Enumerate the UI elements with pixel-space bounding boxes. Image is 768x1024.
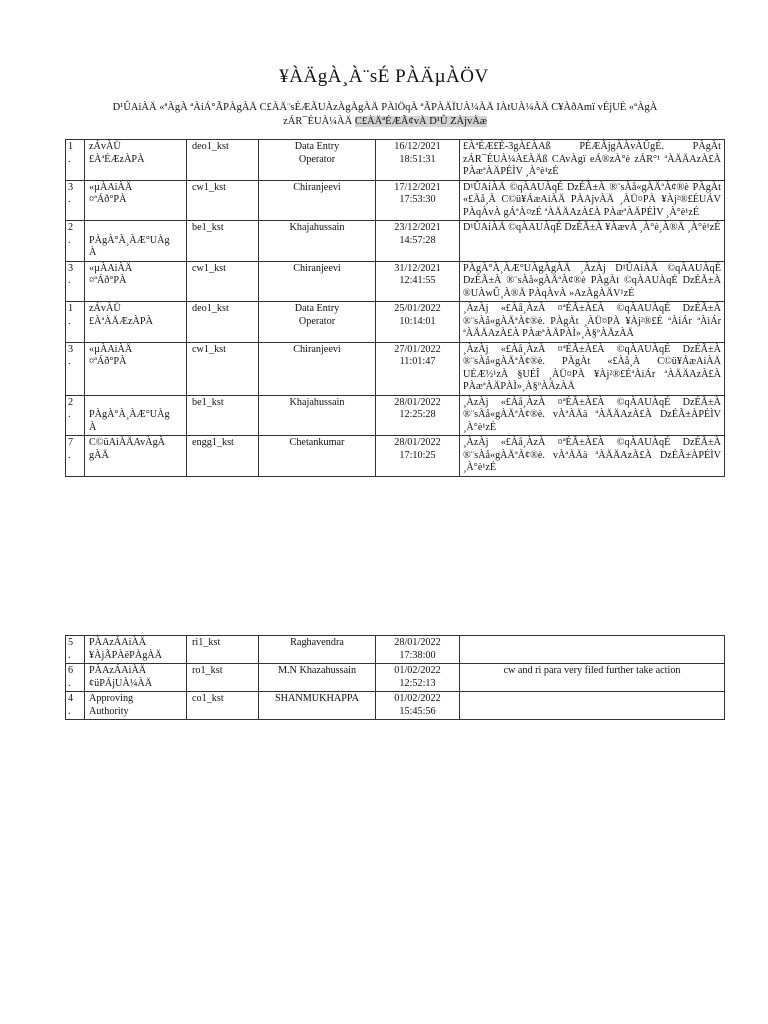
username-cell: co1_kst [187,692,259,720]
username-cell: deo1_kst [187,302,259,343]
username-cell: cw1_kst [187,261,259,302]
username-cell: cw1_kst [187,180,259,221]
datetime-cell: 31/12/2021 12:41:55 [376,261,460,302]
datetime-cell: 28/01/2022 17:38:00 [376,636,460,664]
table-row [66,302,725,343]
username-cell: be1_kst [187,221,259,262]
datetime-cell: 28/01/2022 12:25:28 [376,395,460,436]
officer-name-cell: Chetankumar [259,436,376,477]
remark-cell: D¹ÛAiÀÄ ©qÀAUÀqÉ DzÉÃ±À ®¨sÀå«gÀÄªÀ¢®è PÀgÀt «£Àå¸À C©ü¥ÁæAiÀÄ PÀAjvÀÄ ¸ÀÜ¤PÀ ¥Àj²®£ÉUÁV PÀqÀvÀ gÁªÀ¤zÉ ªÀÄÄAzÀ£À PÀæªÀÄPÉÌV ¸À°è¹zÉ [460,180,725,221]
officer-name-cell: SHANMUKHAPPA [259,692,376,720]
remark-cell: ¸ÀzÀj «£Àå¸ÀzÀ ¤ªÉÃ±À£À ©qÀAUÀqÉ DzÉÃ±À ®¨sÀå«gÀÄªÀ¢®è. PÀgÀt «£Àå¸À C©ü¥ÁæAiÀÄ UÉÆ½¹zÀ §UÉÎ ¸ÀÜ¤PÀ ¥Àj²®£ÉªÀiÁr ªÀÄÄAzÀ£À PÀæªÀÄPÀÌ»¸À§ºÀÄzÀÄ [460,342,725,395]
datetime-cell: 25/01/2022 10:14:01 [376,302,460,343]
remark-cell: ¸ÀzÀj «£Àå¸ÀzÀ ¤ªÉÃ±À£À ©qÀAUÀqÉ DzÉÃ±À ®¨sÀå«gÀÄªÀ¢®è. vÀªÀÄä ªÀÄÄAzÀ£À DzÉÃ±ÀPÉÌV ¸À°è¹zÉ [460,395,725,436]
designation-cell: PÀgÀ°À¸ÀÆ°UÀg À [85,395,187,436]
table-row [66,692,725,720]
officer-name-cell: Chiranjeevi [259,261,376,302]
remark-cell: ¸ÀzÀj «£Àå¸ÀzÀ ¤ªÉÃ±À£À ©qÀAUÀqÉ DzÉÃ±À ®¨sÀå«gÀÄªÀ¢®è. vÀªÀÄä ªÀÄÄAzÀ£À DzÉÃ±ÀPÉÌV ¸À°è¹zÉ [460,436,725,477]
remark-cell: PÀgÀ°À¸ÀÆ°UÀgÀgÀÄ ¸ÀzÀj D¹ÛAiÀÄ ©qÀAUÀqÉ DzÉÃ±À ®¨sÀå«gÀÄªÀ¢®è PÀgÀt ©qÀAUÀqÉ DzÉÃ±À ®UÀwÛ¸À®Ä PÀqÀvÀ »AzÀgÀÄV¹zÉ [460,261,725,302]
row-index: 3 . [66,180,85,221]
row-index: 1 . [66,302,85,343]
table-row [66,140,725,181]
datetime-cell: 16/12/2021 18:51:31 [376,140,460,181]
designation-cell: Approving Authority [85,692,187,720]
subject-line-2-text: zÁR¯ÉUÀ¼ÀÄ [283,116,355,127]
datetime-cell: 27/01/2022 11:01:47 [376,342,460,395]
document-title: ¥ÀÄgÀ¸À¨sÉ PÀÄµÀÖV [279,66,489,87]
approval-history-body [66,140,725,477]
officer-name-cell: Chiranjeevi [259,180,376,221]
row-index: 5 . [66,636,85,664]
row-index: 4 . [66,692,85,720]
designation-cell: C©üAiÀÄAvÀgÀ gÀÄ [85,436,187,477]
datetime-cell: 17/12/2021 17:53:30 [376,180,460,221]
row-index: 3 . [66,342,85,395]
username-cell: engg1_kst [187,436,259,477]
datetime-cell: 28/01/2022 17:10:25 [376,436,460,477]
officer-name-cell: Raghavendra [259,636,376,664]
username-cell: ro1_kst [187,664,259,692]
subject-highlight: C£ÀÄªÉÆÃ¢vÀ D¹Û ZÀjvÀæ [354,116,487,127]
remark-cell: £ÀªÉÆ£É-3gÀ£ÀAß PÉÆÃjgÀÀvÀÛgÉ. PÀgÀt zÁR¯ÉUÀ¼À£ÀÄß CAvÀgï eÁ®zÀ°è zÁR°¹ ªÀÄÄAzÀ£À PÀæªÀÄPÉÌV ¸À°è¹zÉ [460,140,725,181]
row-index: 3 . [66,261,85,302]
designation-cell: «µÀAiÀÄ ¤ªÁð°PÀ [85,342,187,395]
row-index: 2 . [66,221,85,262]
designation-cell: PÀAzÁAiÀÄ ¢üPÁjUÀ¼ÀÄ [85,664,187,692]
datetime-cell: 01/02/2022 12:52:13 [376,664,460,692]
username-cell: deo1_kst [187,140,259,181]
designation-cell: «µÀAiÀÄ ¤ªÁð°PÀ [85,261,187,302]
officer-name-cell: Data Entry Operator [259,140,376,181]
remark-cell: D¹ÛAiÀÄ ©qÀAUÀqÉ DzÉÃ±À ¥ÀævÀ ¸À°è¸À®Ä ¸À°è¹zÉ [460,221,725,262]
officer-name-cell: Khajahussain [259,395,376,436]
table-row [66,436,725,477]
remark-cell: ¸ÀzÀj «£Àå¸ÀzÀ ¤ªÉÃ±À£À ©qÀAUÀqÉ DzÉÃ±À ®¨sÀå«gÀÄªÀ¢®è. PÀgÀt ¸ÀÜ¤PÀ ¥Àj²®£É ªÀiÁr ªÀiÁr ªÀÄÄAzÀ£À PÀæªÀÄPÀÌ»¸À§ºÀÄzÀÄ [460,302,725,343]
table-row [66,395,725,436]
row-index: 7 . [66,436,85,477]
officer-name-cell: Data Entry Operator [259,302,376,343]
designation-cell: zÁvÀÜ £ÀªÉÆzÀPÀ [85,140,187,181]
username-cell: be1_kst [187,395,259,436]
datetime-cell: 23/12/2021 14:57:28 [376,221,460,262]
row-index: 2 . [66,395,85,436]
approval-history-body-continued [66,636,725,720]
row-index: 6 . [66,664,85,692]
designation-cell: «µÀAiÀÄ ¤ªÁð°PÀ [85,180,187,221]
officer-name-cell: Khajahussain [259,221,376,262]
remark-cell: cw and ri para very filed further take action [460,664,725,692]
officer-name-cell: Chiranjeevi [259,342,376,395]
table-row [66,636,725,664]
designation-cell: zÁvÀÜ £ÀªÀÄÆzÀPÀ [85,302,187,343]
datetime-cell: 01/02/2022 15:45:56 [376,692,460,720]
table-row [66,261,725,302]
table-row [66,342,725,395]
table-row [66,180,725,221]
table-row [66,664,725,692]
row-index: 1 . [66,140,85,181]
username-cell: cw1_kst [187,342,259,395]
remark-cell [460,636,725,664]
remark-cell [460,692,725,720]
subject-line-1: D¹ÛAiÀÄ «ªÀgÀ ªÀiÁ°ÃPÀgÀÄ C£ÀÄ¨sÉÆÃUÀzÀgÀgÀÄ PÀlÖqÀ ªÃPÀÄÏUÀ¼ÀÄ IÀtUÀ¼ÀÄ C¥ÀðAmï vÉjUÉ «ªÀgÀ [112,102,658,113]
approval-history-table-continued [65,635,725,720]
username-cell: ri1_kst [187,636,259,664]
approval-history-table [65,139,725,477]
officer-name-cell: M.N Khazahussain [259,664,376,692]
designation-cell: PÀAzÁAiÀÄ ¥ÀjÃPÀëPÀgÀÄ [85,636,187,664]
table-row [66,221,725,262]
document-subject [90,101,680,129]
designation-cell: PÀgÀ°À¸ÀÆ°UÀg À [85,221,187,262]
subject-line-2 [90,115,680,129]
